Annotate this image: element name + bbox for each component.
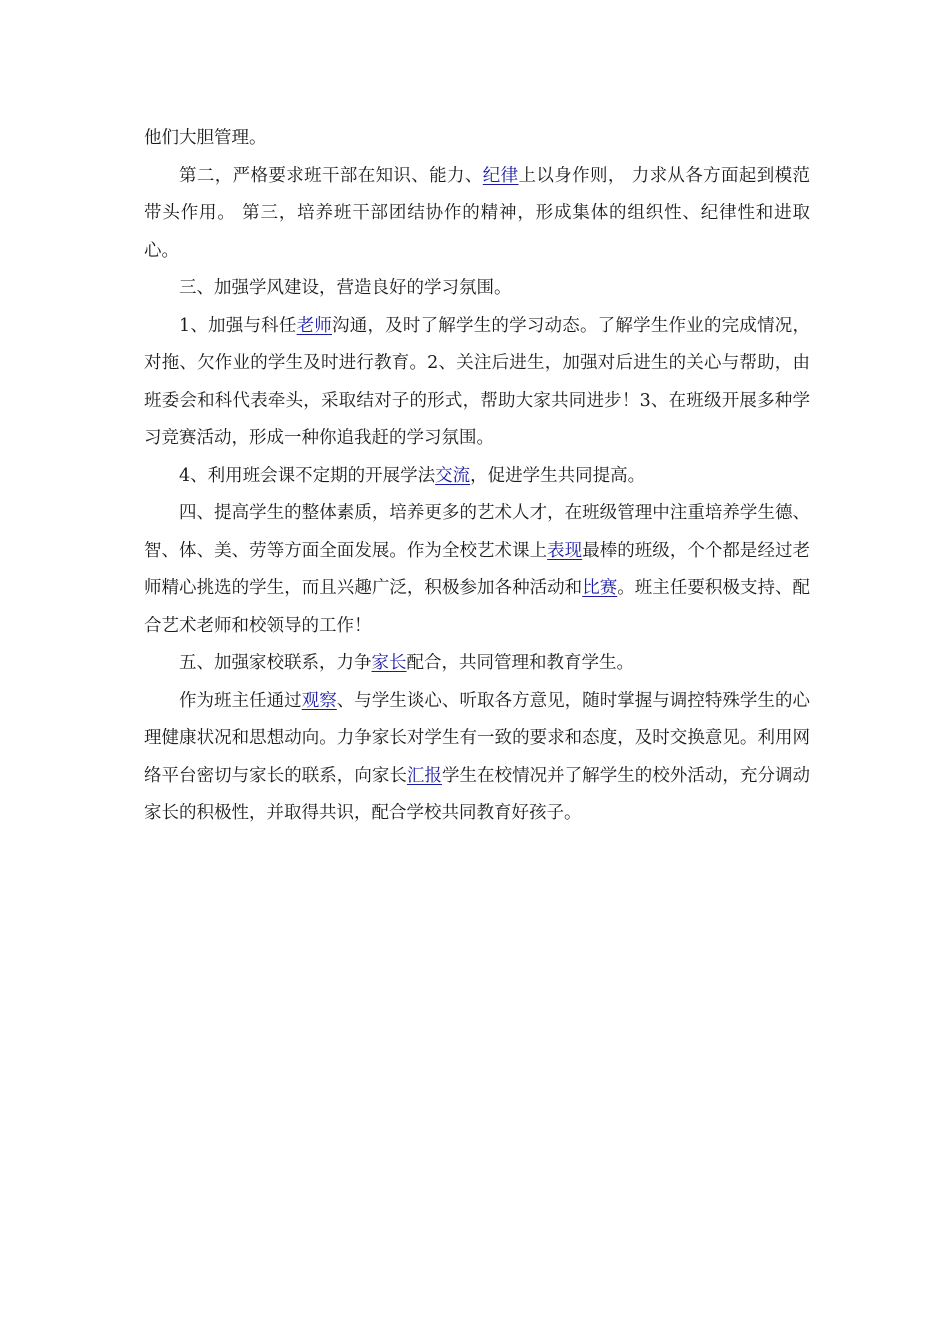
link-competition[interactable]: 比赛 <box>582 578 618 598</box>
link-teacher[interactable]: 老师 <box>296 315 333 336</box>
paragraph-text: ，促进学生共同提高。 <box>470 465 646 486</box>
paragraph-2 <box>144 158 810 271</box>
paragraph-text: 学生在校情况并了解学生的校外活动，充分调动家长的积极性，并取得共识，配合学校共同教育好孩子。 <box>144 765 811 823</box>
paragraph-text: 1、加强与科任 <box>179 315 297 336</box>
paragraph-4 <box>144 308 810 458</box>
link-report[interactable]: 汇报 <box>406 765 442 786</box>
paragraph-text: 四、提高学生的整体素质，培养更多的艺术人才，在班级管理中注重培养学生德、智、体、美、劳等方面全面发展。作为全校艺术课上 <box>144 503 810 561</box>
paragraph-8 <box>144 683 810 833</box>
paragraph-7 <box>144 645 810 683</box>
paragraph-text: 4、利用班会课不定期的开展学法 <box>179 465 436 486</box>
paragraph-text: 他们大胆管理。 <box>144 128 267 148</box>
paragraph-text: 第二，严格要求班干部在知识、能力、 <box>179 165 483 186</box>
paragraph-text: 。班主任要积极支持、配合艺术老师和校领导的工作！ <box>144 578 811 636</box>
paragraph-1 <box>144 120 810 158</box>
paragraph-text: 三、加强学风建设，营造良好的学习氛围。 <box>179 278 512 298</box>
paragraph-text: 、与学生谈心、听取各方意见，随时掌握与调控特殊学生的心理健康状况和思想动向。力争家长对学生有一致的要求和态度，及时交换意见。利用网络平台密切与家长的联系，向家长 <box>144 690 811 786</box>
link-parents[interactable]: 家长 <box>371 653 407 673</box>
paragraph-text: 沟通，及时了解学生的学习动态。了解学生作业的完成情况，对拖、欠作业的学生及时进行教育。2、关注后进生，加强对后进生的关心与帮助，由班委会和科代表牵头，采取结对子的形式，帮助大家共同进步！3、在班级开展多种学习竞赛活动，形成一种你追我赶的学习氛围。 <box>144 315 810 448</box>
paragraph-6 <box>144 495 810 645</box>
document-body <box>144 120 810 833</box>
paragraph-text: 作为班主任通过 <box>179 690 302 711</box>
paragraph-3 <box>144 270 810 308</box>
paragraph-text: 最棒的班级，个个都是经过老师精心挑选的学生，而且兴趣广泛，积极参加各种活动和 <box>144 540 811 598</box>
link-exchange[interactable]: 交流 <box>435 465 471 486</box>
paragraph-5 <box>144 458 810 496</box>
link-discipline[interactable]: 纪律 <box>482 165 519 186</box>
paragraph-text: 上以身作则， 力求从各方面起到模范带头作用。 第三，培养班干部团结协作的精神，形成集体的组织性、纪律性和进取心。 <box>144 165 811 261</box>
link-observe[interactable]: 观察 <box>301 690 337 711</box>
paragraph-text: 配合，共同管理和教育学生。 <box>406 653 634 673</box>
link-performance[interactable]: 表现 <box>547 540 583 561</box>
paragraph-text: 五、加强家校联系，力争 <box>179 653 372 673</box>
